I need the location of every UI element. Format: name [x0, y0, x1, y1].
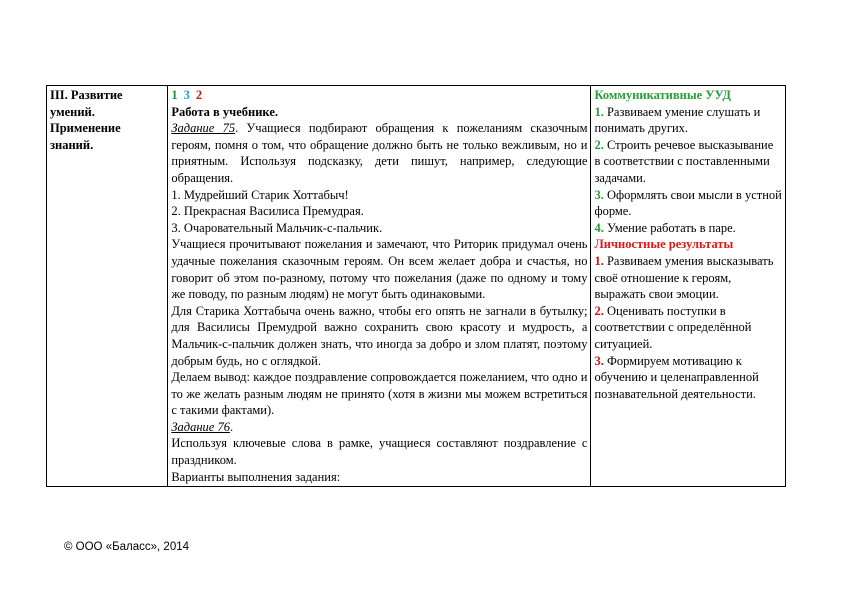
task-75-paragraph: [171, 120, 587, 186]
task-76-dot: .: [229, 419, 234, 434]
communicative-header: Коммуникативные УУД: [594, 88, 731, 102]
lesson-table: [46, 85, 786, 487]
number-green: 1: [171, 88, 178, 102]
stage-line: умений.: [50, 104, 95, 119]
task-75-text: . Учащиеся подбирают обращения к пожеланиям сказочным героям, помня о том, что обращение должно быть не только вежливым, но и приятным. Используя подсказку, дети пишут, например, следующие обращения.: [171, 121, 588, 185]
list-item: 1. Мудрейший Старик Хоттабыч!: [171, 187, 349, 202]
results-cell: [591, 86, 786, 487]
result-item: 4. Умение работать в паре.: [594, 220, 736, 235]
stage-cell: [47, 86, 168, 487]
task-76-paragraph: [171, 419, 587, 436]
activity-cell: [168, 86, 591, 487]
textbook-numbers: [171, 87, 587, 104]
stage-line: Применение: [50, 121, 121, 136]
personal-header: Личностные результаты: [594, 237, 734, 252]
result-item: 3. Оформлять свои мысли в устной форме.: [594, 187, 782, 219]
result-item: 2. Строить речевое высказывание в соответствии с поставленными задачами.: [594, 137, 774, 185]
paragraph: Делаем вывод: каждое поздравление сопровождается пожеланием, что одно и то же желать разным людям не принято (хотя в жизни мы можем встретиться с такими фактами).: [171, 370, 588, 418]
paragraph: Используя ключевые слова в рамке, учащиеся составляют поздравление с праздником.: [171, 436, 588, 468]
number-red: 2: [195, 88, 203, 102]
stage-line: III. Развитие: [50, 88, 123, 102]
task-75-label: Задание 75: [171, 121, 236, 136]
number-cyan: 3: [183, 88, 190, 102]
paragraph: Варианты выполнения задания:: [171, 469, 341, 484]
copyright-footer: © ООО «Баласс», 2014: [64, 541, 190, 553]
list-item: 2. Прекрасная Василиса Премудрая.: [171, 204, 364, 219]
result-item: 3. Формируем мотивацию к обучению и целенаправленной познавательной деятельности.: [594, 353, 759, 401]
stage-line: знаний.: [50, 137, 94, 152]
task-76-label: Задание 76: [171, 419, 230, 434]
result-item: 1. Развиваем умения высказывать своё отношение к героям, выражать свои эмоции.: [594, 253, 774, 302]
paragraph: Для Старика Хоттабыча очень важно, чтобы его опять не загнали в бутылку; для Василисы Премудрой важно сохранить свою красоту и мудрость, а Мальчик-с-пальчик должен знать, что иногда за добро и злом платят, поэтому добрым будь, но с оглядкой.: [171, 303, 588, 368]
result-item: 1. Развиваем умение слушать и понимать других.: [594, 104, 761, 136]
list-item: 3. Очаровательный Мальчик-с-пальчик.: [171, 220, 383, 235]
paragraph: Учащиеся прочитывают пожелания и замечают, что Риторик придумал очень удачные пожелания сказочным героям. Он всем желает добра и счастья, но говорит об этом по-разному, потому что пожелания (даже по одному и тому же поводу, по разным людям) не могут быть одинаковыми.: [171, 237, 588, 302]
result-item: 2. Оценивать поступки в соответствии с определённой ситуацией.: [594, 303, 752, 351]
activity-heading: Работа в учебнике.: [171, 104, 278, 119]
table-row: [47, 86, 786, 487]
